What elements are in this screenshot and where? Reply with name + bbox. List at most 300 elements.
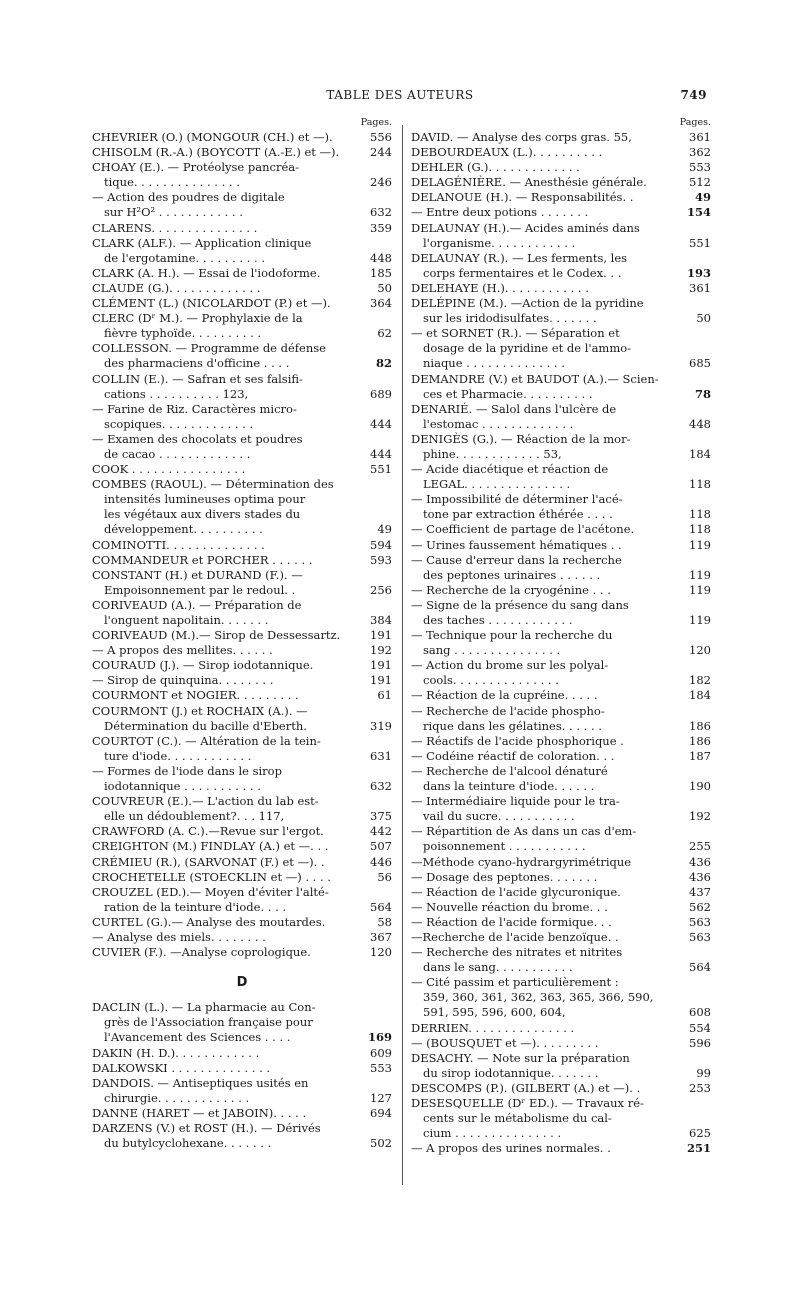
entry-text: COLLIN (E.). — Safran et ses falsifi- bbox=[92, 371, 303, 386]
index-entry bbox=[411, 628, 711, 658]
entry-text: intensités lumineuses optima pour bbox=[104, 492, 306, 507]
entry-page-number: 186 bbox=[689, 718, 711, 733]
entry-text: COURMONT et NOGIER. . . . . . . . . bbox=[92, 688, 299, 703]
index-entry bbox=[92, 658, 392, 673]
entry-text: cents sur le métabolisme du cal- bbox=[423, 1111, 612, 1126]
index-entry bbox=[92, 824, 392, 839]
entry-text: dans le sang. . . . . . . . . . . bbox=[423, 960, 573, 975]
index-entry bbox=[411, 1051, 711, 1081]
entry-page-number: 61 bbox=[377, 688, 392, 703]
entry-page-number: 82 bbox=[375, 356, 392, 371]
entry-text: 359, 360, 361, 362, 363, 365, 366, 590, bbox=[423, 990, 654, 1005]
entry-text: COOK . . . . . . . . . . . . . . . . bbox=[92, 462, 246, 477]
entry-page-number: 596 bbox=[689, 1035, 711, 1050]
index-entry bbox=[411, 1081, 711, 1096]
index-entry bbox=[92, 643, 392, 658]
entry-text: développement. . . . . . . . . . bbox=[104, 522, 263, 537]
entry-page-number: 551 bbox=[689, 235, 711, 250]
entry-page-number: 118 bbox=[689, 477, 711, 492]
entry-text: CLARK (A. H.). — Essai de l'iodoforme. bbox=[92, 265, 321, 280]
entry-text: de l'ergotamine. . . . . . . . . . bbox=[104, 250, 265, 265]
entry-text: — Recherche de l'acide phospho- bbox=[411, 703, 605, 718]
entry-page-number: 448 bbox=[689, 416, 711, 431]
index-entry bbox=[411, 372, 711, 402]
entry-text: CHISOLM (R.-A.) (BOYCOTT (A.-E.) et —). bbox=[92, 145, 340, 160]
index-entry bbox=[92, 704, 392, 734]
index-entry bbox=[411, 522, 711, 537]
entry-text: CRÉMIEU (R.), (SARVONAT (F.) et —). . bbox=[92, 854, 325, 869]
entry-text: tone par extraction éthérée . . . . bbox=[423, 507, 613, 522]
entry-page-number: 507 bbox=[370, 839, 392, 854]
index-entry bbox=[411, 492, 711, 522]
entry-page-number: 184 bbox=[689, 446, 711, 461]
index-entry bbox=[411, 175, 711, 190]
entry-page-number: 190 bbox=[689, 779, 711, 794]
entry-text: du sirop iodotannique. . . . . . . bbox=[423, 1065, 599, 1080]
entry-text: — A propos des mellites. . . . . . bbox=[92, 643, 273, 658]
index-entry bbox=[92, 794, 392, 824]
entry-text: grès de l'Association française pour bbox=[104, 1015, 313, 1030]
entry-page-number: 689 bbox=[370, 386, 392, 401]
index-entry bbox=[92, 266, 392, 281]
index-entry bbox=[92, 190, 392, 220]
entry-text: iodotannique . . . . . . . . . . . bbox=[104, 779, 261, 794]
entry-page-number: 119 bbox=[689, 567, 711, 582]
entry-page-number: 185 bbox=[370, 265, 392, 280]
entry-page-number: 364 bbox=[370, 296, 392, 311]
index-entry bbox=[92, 281, 392, 296]
entry-page-number: 319 bbox=[370, 718, 392, 733]
entry-page-number: 193 bbox=[686, 265, 711, 280]
letter-heading: D bbox=[236, 975, 248, 991]
entry-text: DELAUNAY (R.). — Les ferments, les bbox=[411, 250, 628, 265]
entry-page-number: 553 bbox=[370, 1060, 392, 1075]
index-entry bbox=[411, 251, 711, 281]
entry-text: — Impossibilité de déterminer l'acé- bbox=[411, 492, 623, 507]
entry-text: ration de la teinture d'iode. . . . bbox=[104, 899, 287, 914]
entry-text: CURTEL (G.).— Analyse des moutardes. bbox=[92, 914, 326, 929]
entry-page-number: 694 bbox=[370, 1105, 392, 1120]
entry-text: niaque . . . . . . . . . . . . . . bbox=[423, 356, 565, 371]
index-entry bbox=[411, 1036, 711, 1051]
entry-text: — Codéine réactif de coloration. . . bbox=[411, 748, 615, 763]
entry-page-number: 169 bbox=[367, 1030, 392, 1045]
index-entry bbox=[411, 1141, 711, 1156]
entry-text: l'Avancement des Sciences . . . . bbox=[104, 1030, 291, 1045]
index-entry bbox=[92, 1046, 392, 1061]
entry-page-number: 119 bbox=[689, 582, 711, 597]
entry-text: — A propos des urines normales. . bbox=[411, 1141, 611, 1156]
entry-text: DAVID. — Analyse des corps gras. 55, bbox=[411, 130, 632, 144]
entry-text: cium . . . . . . . . . . . . . . . bbox=[423, 1126, 562, 1141]
entry-page-number: 564 bbox=[370, 899, 392, 914]
entry-page-number: 256 bbox=[370, 582, 392, 597]
column-divider bbox=[402, 125, 403, 1185]
entry-text: Détermination du bacille d'Eberth. bbox=[104, 718, 307, 733]
entry-text: DESACHY. — Note sur la préparation bbox=[411, 1050, 630, 1065]
index-entry bbox=[92, 1106, 392, 1121]
entry-text: DACLIN (L.). — La pharmacie au Con- bbox=[92, 1000, 316, 1015]
entry-text: DESESQUELLE (Dʳ ED.). — Travaux ré- bbox=[411, 1096, 644, 1110]
entry-text: — Analyse des miels. . . . . . . . bbox=[92, 929, 266, 944]
index-entry bbox=[411, 598, 711, 628]
entry-text: COUVREUR (E.).— L'action du lab est- bbox=[92, 794, 319, 809]
index-entry bbox=[411, 824, 711, 854]
index-entry bbox=[92, 1000, 392, 1045]
entry-text: — et SORNET (R.). — Séparation et bbox=[411, 326, 620, 341]
entry-page-number: 562 bbox=[689, 899, 711, 914]
index-entry bbox=[411, 190, 711, 205]
entry-text: CORIVEAUD (A.). — Préparation de bbox=[92, 597, 302, 612]
index-entry bbox=[411, 870, 711, 885]
entry-page-number: 78 bbox=[694, 386, 711, 401]
entry-text: — Réaction de l'acide formique. . . bbox=[411, 914, 612, 929]
entry-page-number: 50 bbox=[377, 280, 392, 295]
index-entry bbox=[411, 538, 711, 553]
entry-text: CREIGHTON (M.) FINDLAY (A.) et —. . . bbox=[92, 839, 329, 854]
entry-page-number: 367 bbox=[370, 929, 392, 944]
entry-text: — Entre deux potions . . . . . . . bbox=[411, 205, 589, 220]
index-entry bbox=[411, 160, 711, 175]
entry-text: CLÉMENT (L.) (NICOLARDOT (P.) et —). bbox=[92, 296, 331, 311]
index-entry bbox=[411, 402, 711, 432]
entry-text: DAKIN (H. D.). . . . . . . . . . . . bbox=[92, 1045, 260, 1060]
index-entry bbox=[92, 341, 392, 371]
entry-text: chirurgie. . . . . . . . . . . . . bbox=[104, 1090, 250, 1105]
entry-page-number: 512 bbox=[689, 175, 711, 190]
entry-page-number: 361 bbox=[689, 130, 711, 144]
index-entry bbox=[92, 372, 392, 402]
entry-text: — Cause d'erreur dans la recherche bbox=[411, 552, 622, 567]
entry-text: — Action des poudres de digitale bbox=[92, 190, 285, 205]
entry-text: tique. . . . . . . . . . . . . . . bbox=[104, 175, 240, 190]
entry-text: DELEHAYE (H.). . . . . . . . . . . . bbox=[411, 280, 589, 295]
entry-text: — Sirop de quinquina. . . . . . . . bbox=[92, 673, 274, 688]
entry-page-number: 442 bbox=[370, 824, 392, 839]
entry-text: COMMANDEUR et PORCHER . . . . . . bbox=[92, 552, 313, 567]
entry-text: de cacao . . . . . . . . . . . . . bbox=[104, 446, 251, 461]
entry-page-number: 192 bbox=[689, 809, 711, 824]
entry-text: CUVIER (F.). —Analyse coprologique. bbox=[92, 945, 311, 960]
entry-text: —Recherche de l'acide benzoïque. . bbox=[411, 929, 619, 944]
index-entry bbox=[411, 553, 711, 583]
index-entry bbox=[92, 839, 392, 854]
entry-text: — Nouvelle réaction du brome. . . bbox=[411, 899, 608, 914]
entry-text: DELANOUE (H.). — Responsabilités. . bbox=[411, 190, 634, 205]
entry-text: cations . . . . . . . . . . 123, bbox=[104, 386, 249, 401]
entry-text: l'estomac . . . . . . . . . . . . . bbox=[423, 416, 574, 431]
entry-page-number: 631 bbox=[370, 748, 392, 763]
index-entry bbox=[92, 1076, 392, 1106]
entry-text: l'organisme. . . . . . . . . . . . bbox=[423, 235, 576, 250]
entry-page-number: 448 bbox=[370, 250, 392, 265]
entry-page-number: 119 bbox=[689, 537, 711, 552]
entry-page-number: 563 bbox=[689, 929, 711, 944]
index-entry bbox=[92, 734, 392, 764]
entry-text: — Cité passim et particulièrement : bbox=[411, 975, 619, 990]
entry-text: COURMONT (J.) et ROCHAIX (A.). — bbox=[92, 703, 308, 718]
entry-text: COURTOT (C.). — Altération de la tein- bbox=[92, 733, 321, 748]
entry-text: fièvre typhoïde. . . . . . . . . . bbox=[104, 326, 262, 341]
entry-text: DEBOURDEAUX (L.). . . . . . . . . . bbox=[411, 145, 603, 160]
entry-text: — Répartition de As dans un cas d'em- bbox=[411, 824, 637, 839]
entry-page-number: 384 bbox=[370, 613, 392, 627]
entry-page-number: 49 bbox=[694, 190, 711, 205]
index-entry bbox=[92, 628, 392, 643]
entry-text: sur H²O² . . . . . . . . . . . . bbox=[104, 205, 243, 220]
entry-page-number: 444 bbox=[370, 416, 392, 431]
entry-page-number: 49 bbox=[377, 522, 392, 537]
index-entry bbox=[411, 658, 711, 688]
index-entry bbox=[92, 145, 392, 160]
index-entry bbox=[92, 598, 392, 628]
entry-text: vail du sucre. . . . . . . . . . . bbox=[423, 809, 575, 824]
entry-text: du butylcyclohexane. . . . . . . bbox=[104, 1136, 272, 1151]
entry-text: ces et Pharmacie. . . . . . . . . . bbox=[423, 386, 593, 401]
entry-page-number: 118 bbox=[689, 507, 711, 522]
index-entry bbox=[411, 1096, 711, 1141]
entry-text: — Dosage des peptones. . . . . . . bbox=[411, 869, 598, 884]
entry-text: dosage de la pyridine et de l'ammo- bbox=[423, 341, 632, 356]
index-entry bbox=[92, 236, 392, 266]
index-entry bbox=[92, 1121, 392, 1151]
entry-text: CLERC (Dʳ M.). — Prophylaxie de la bbox=[92, 311, 303, 326]
index-column-left bbox=[92, 116, 392, 1151]
index-entry bbox=[411, 975, 711, 1020]
entry-text: DANNE (HARET — et JABOIN). . . . . bbox=[92, 1105, 307, 1120]
entry-page-number: 625 bbox=[689, 1126, 711, 1141]
entry-page-number: 56 bbox=[377, 869, 392, 884]
entry-text: COMBES (RAOUL). — Détermination des bbox=[92, 477, 334, 492]
entry-text: DELÉPINE (M.). —Action de la pyridine bbox=[411, 296, 644, 311]
index-entry bbox=[411, 900, 711, 915]
entry-page-number: 255 bbox=[689, 839, 711, 854]
entry-text: elle un dédoublement?. . . 117, bbox=[104, 809, 285, 824]
entry-page-number: 436 bbox=[689, 869, 711, 884]
entry-page-number: 446 bbox=[370, 854, 392, 869]
entry-page-number: 191 bbox=[370, 673, 392, 688]
entry-text: DEMANDRE (V.) et BAUDOT (A.).— Scien- bbox=[411, 371, 659, 386]
index-entry bbox=[411, 145, 711, 160]
entry-page-number: 119 bbox=[689, 613, 711, 627]
index-entry bbox=[411, 855, 711, 870]
entry-page-number: 187 bbox=[689, 748, 711, 763]
entry-text: DENARIÉ. — Salol dans l'ulcère de bbox=[411, 401, 617, 416]
index-entry bbox=[411, 583, 711, 598]
index-entry bbox=[411, 734, 711, 749]
index-entry bbox=[92, 311, 392, 341]
index-entry bbox=[411, 205, 711, 220]
entry-text: Empoisonnement par le redoul. . bbox=[104, 582, 296, 597]
entry-text: — Farine de Riz. Caractères micro- bbox=[92, 401, 297, 416]
entry-text: — Recherche de la cryogénine . . . bbox=[411, 582, 611, 597]
entry-page-number: 594 bbox=[370, 537, 392, 552]
index-entry bbox=[411, 764, 711, 794]
entry-text: COMINOTTI. . . . . . . . . . . . . . bbox=[92, 537, 265, 552]
entry-page-number: 154 bbox=[686, 205, 711, 220]
index-entry bbox=[411, 1021, 711, 1036]
entry-text: — Examen des chocolats et poudres bbox=[92, 431, 303, 446]
entry-page-number: 444 bbox=[370, 446, 392, 461]
entry-text: phine. . . . . . . . . . . . 53, bbox=[423, 446, 562, 461]
index-entry bbox=[92, 885, 392, 915]
entry-page-number: 564 bbox=[689, 960, 711, 975]
entry-page-number: 609 bbox=[370, 1045, 392, 1060]
entry-page-number: 191 bbox=[370, 628, 392, 643]
entry-page-number: 246 bbox=[370, 175, 392, 190]
entry-page-number: 253 bbox=[689, 1080, 711, 1095]
page-number: 749 bbox=[680, 88, 707, 102]
index-entry bbox=[92, 477, 392, 537]
entry-text: DANDOIS. — Antiseptiques usités en bbox=[92, 1075, 309, 1090]
entry-text: — Acide diacétique et réaction de bbox=[411, 462, 609, 477]
entry-page-number: 361 bbox=[689, 280, 711, 295]
entry-page-number: 556 bbox=[370, 130, 392, 144]
index-entry bbox=[92, 160, 392, 190]
index-entry bbox=[92, 432, 392, 462]
entry-text: dans la teinture d'iode. . . . . . bbox=[423, 779, 595, 794]
index-entry bbox=[411, 794, 711, 824]
entry-page-number: 593 bbox=[370, 552, 392, 567]
entry-text: CLARENS. . . . . . . . . . . . . . . bbox=[92, 220, 258, 235]
entry-page-number: 191 bbox=[370, 658, 392, 673]
entry-text: COURAUD (J.). — Sirop iodotannique. bbox=[92, 658, 314, 673]
entry-text: sur les iridodisulfates. . . . . . . bbox=[423, 311, 597, 326]
index-entry bbox=[92, 402, 392, 432]
entry-text: — Recherche des nitrates et nitrites bbox=[411, 945, 623, 960]
entry-text: — Réaction de l'acide glycuronique. bbox=[411, 884, 621, 899]
entry-text: CROUZEL (ED.).— Moyen d'éviter l'alté- bbox=[92, 884, 329, 899]
entry-text: DERRIEN. . . . . . . . . . . . . . . bbox=[411, 1020, 575, 1035]
entry-text: — Intermédiaire liquide pour le tra- bbox=[411, 794, 620, 809]
entry-text: l'onguent napolitain. . . . . . . bbox=[104, 613, 269, 627]
entry-text: CONSTANT (H.) et DURAND (F.). — bbox=[92, 567, 303, 582]
index-entry bbox=[92, 930, 392, 945]
entry-page-number: 58 bbox=[377, 914, 392, 929]
entry-text: LEGAL. . . . . . . . . . . . . . . bbox=[423, 477, 571, 492]
index-entry bbox=[411, 296, 711, 326]
entry-text: des taches . . . . . . . . . . . . bbox=[423, 613, 573, 627]
entry-page-number: 251 bbox=[686, 1141, 711, 1156]
entry-page-number: 362 bbox=[689, 145, 711, 160]
entry-text: scopiques. . . . . . . . . . . . . bbox=[104, 416, 254, 431]
entry-text: des peptones urinaires . . . . . . bbox=[423, 567, 601, 582]
index-entry bbox=[411, 704, 711, 734]
entry-text: — Réactifs de l'acide phosphorique . bbox=[411, 733, 624, 748]
pages-label: Pages. bbox=[360, 117, 392, 128]
entry-page-number: 186 bbox=[689, 733, 711, 748]
index-entry bbox=[411, 221, 711, 251]
index-entry bbox=[411, 930, 711, 945]
index-entry bbox=[92, 130, 392, 145]
entry-text: — Recherche de l'alcool dénaturé bbox=[411, 763, 608, 778]
entry-page-number: 685 bbox=[689, 356, 711, 371]
index-entry bbox=[92, 945, 392, 960]
entry-page-number: 127 bbox=[370, 1090, 392, 1105]
index-entry bbox=[92, 1061, 392, 1076]
entry-page-number: 553 bbox=[689, 160, 711, 175]
entry-text: — Formes de l'iode dans le sirop bbox=[92, 763, 282, 778]
index-entry bbox=[92, 296, 392, 311]
entry-text: les végétaux aux divers stades du bbox=[104, 507, 301, 522]
entry-text: CHEVRIER (O.) (MONGOUR (CH.) et —). bbox=[92, 130, 333, 144]
entry-text: — (BOUSQUET et —). . . . . . . . . bbox=[411, 1035, 599, 1050]
index-entry bbox=[92, 915, 392, 930]
entry-text: DELAGÉNIÈRE. — Anesthésie générale. bbox=[411, 175, 647, 190]
entry-text: des pharmaciens d'officine . . . . bbox=[104, 356, 290, 371]
index-entry bbox=[411, 462, 711, 492]
entry-text: — Action du brome sur les polyal- bbox=[411, 658, 609, 673]
entry-text: ture d'iode. . . . . . . . . . . . bbox=[104, 748, 252, 763]
entry-page-number: 120 bbox=[370, 945, 392, 960]
entry-page-number: 244 bbox=[370, 145, 392, 160]
entry-page-number: 502 bbox=[370, 1136, 392, 1151]
entry-text: COLLESSON. — Programme de défense bbox=[92, 341, 326, 356]
entry-page-number: 50 bbox=[696, 311, 711, 326]
index-entry bbox=[411, 432, 711, 462]
index-entry bbox=[92, 673, 392, 688]
entry-page-number: 184 bbox=[689, 688, 711, 703]
index-entry bbox=[411, 281, 711, 296]
entry-text: poisonnement . . . . . . . . . . . bbox=[423, 839, 586, 854]
entry-page-number: 554 bbox=[689, 1020, 711, 1035]
entry-text: DEHLER (G.). . . . . . . . . . . . . bbox=[411, 160, 580, 175]
entry-page-number: 632 bbox=[370, 779, 392, 794]
entry-page-number: 118 bbox=[689, 522, 711, 537]
entry-text: CHOAY (E.). — Protéolyse pancréa- bbox=[92, 160, 299, 175]
entry-text: — Technique pour la recherche du bbox=[411, 628, 613, 643]
index-entry bbox=[411, 130, 711, 145]
pages-label: Pages. bbox=[679, 117, 711, 128]
entry-page-number: 632 bbox=[370, 205, 392, 220]
entry-page-number: 436 bbox=[689, 854, 711, 869]
entry-page-number: 375 bbox=[370, 809, 392, 824]
entry-page-number: 120 bbox=[689, 643, 711, 658]
entry-page-number: 359 bbox=[370, 220, 392, 235]
entry-text: — Réaction de la cupréine. . . . . bbox=[411, 688, 598, 703]
entry-page-number: 99 bbox=[696, 1065, 711, 1080]
index-entry bbox=[411, 885, 711, 900]
entry-text: DARZENS (V.) et ROST (H.). — Dérivés bbox=[92, 1121, 321, 1135]
entry-text: CLAUDE (G.). . . . . . . . . . . . . bbox=[92, 280, 261, 295]
index-entry bbox=[92, 462, 392, 477]
index-entry bbox=[92, 553, 392, 568]
index-entry bbox=[92, 538, 392, 553]
index-entry bbox=[411, 688, 711, 703]
entry-text: CORIVEAUD (M.).— Sirop de Dessessartz. bbox=[92, 628, 341, 643]
entry-text: CRAWFORD (A. C.).—Revue sur l'ergot. bbox=[92, 824, 324, 839]
entry-text: cools. . . . . . . . . . . . . . . bbox=[423, 673, 559, 688]
index-entry bbox=[92, 855, 392, 870]
entry-text: —Méthode cyano-hydrargyrimétrique bbox=[411, 854, 632, 869]
index-entry bbox=[411, 945, 711, 975]
entry-text: DESCOMPS (P.). (GILBERT (A.) et —). . bbox=[411, 1080, 641, 1095]
entry-text: 591, 595, 596, 600, 604, bbox=[423, 1005, 566, 1020]
page-title: TABLE DES AUTEURS bbox=[326, 88, 474, 102]
entry-text: DENIGÈS (G.). — Réaction de la mor- bbox=[411, 431, 631, 446]
index-entry bbox=[92, 764, 392, 794]
entry-text: — Coefficient de partage de l'acétone. bbox=[411, 522, 635, 537]
entry-text: sang . . . . . . . . . . . . . . . bbox=[423, 643, 561, 658]
index-entry bbox=[92, 221, 392, 236]
entry-text: CROCHETELLE (STOECKLIN et —) . . . . bbox=[92, 869, 331, 884]
entry-page-number: 192 bbox=[370, 643, 392, 658]
entry-page-number: 182 bbox=[689, 673, 711, 688]
index-entry bbox=[411, 915, 711, 930]
entry-page-number: 437 bbox=[689, 884, 711, 899]
entry-text: — Signe de la présence du sang dans bbox=[411, 597, 629, 612]
index-column-right bbox=[411, 116, 711, 1156]
